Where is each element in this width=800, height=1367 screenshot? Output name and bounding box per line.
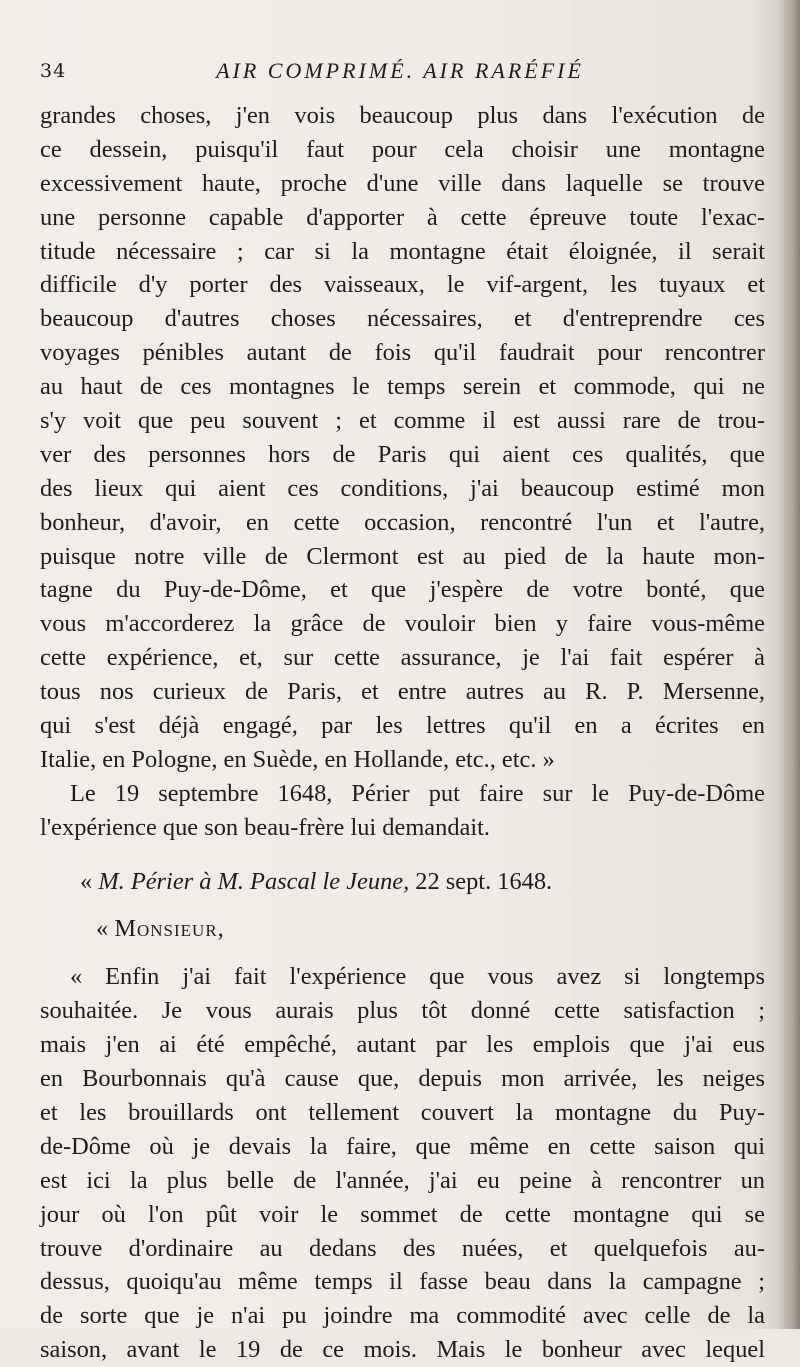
text-line: trouve d'ordinaire au dedans des nuées, et quelquefois au- — [40, 1234, 765, 1262]
text-line: de sorte que je n'ai pu joindre ma commodité avec celle de la — [40, 1302, 765, 1330]
letter-heading-title: M. Périer à M. Pascal le Jeune, — [98, 867, 410, 895]
text-line: jour où l'on pût voir le sommet de cette montagne qui se — [40, 1200, 765, 1228]
text-line: tagne du Puy-de-Dôme, et que j'espère de votre bonté, que — [40, 576, 765, 604]
text-line: et les brouillards ont tellement couvert la montagne du Puy- — [40, 1098, 765, 1126]
page-edge-shadow — [778, 0, 800, 1329]
letter-heading-date: 22 sept. 1648. — [415, 867, 553, 895]
paragraph-1 — [40, 99, 765, 777]
paragraph-3 — [40, 960, 765, 1367]
text-line: excessivement haute, proche d'une ville dans laquelle se trouve — [40, 169, 765, 197]
spacer — [40, 898, 765, 912]
text-line: souhaitée. Je vous aurais plus tôt donné cette satisfaction ; — [40, 997, 765, 1025]
text-line: bonheur, d'avoir, en cette occasion, rencontré l'un et l'autre, — [40, 508, 765, 536]
text-line: « Enfin j'ai fait l'expérience que vous avez si longtemps — [70, 963, 765, 991]
text-line: titude nécessaire ; car si la montagne était éloignée, il serait — [40, 237, 765, 265]
text-line: une personne capable d'apporter à cette épreuve toute l'exac- — [40, 203, 765, 231]
open-quote: « — [80, 867, 93, 895]
page-number: 34 — [40, 60, 67, 82]
text-line: au haut de ces montagnes le temps serein et commode, qui ne — [40, 373, 765, 401]
paragraph-2 — [40, 777, 765, 845]
text-line: en Bourbonnais qu'à cause que, depuis mon arrivée, les neiges — [40, 1065, 765, 1093]
text-line: difficile d'y porter des vaisseaux, le vif-argent, les tuyaux et — [40, 271, 765, 299]
text-line: l'expérience que son beau-frère lui demandait. — [40, 813, 490, 841]
text-line: ver des personnes hors de Paris qui aient ces qualités, que — [40, 440, 765, 468]
text-line: qui s'est déjà engagé, par les lettres qu'il en a écrites en — [40, 712, 765, 740]
text-line: saison, avant le 19 de ce mois. Mais le bonheur avec lequel — [40, 1336, 765, 1364]
text-line: beaucoup d'autres choses nécessaires, et d'entreprendre ces — [40, 305, 765, 333]
text-line: mais j'en ai été empêché, autant par les emplois que j'ai eus — [40, 1031, 765, 1059]
text-line: puisque notre ville de Clermont est au pied de la haute mon- — [40, 542, 765, 570]
text-line: des lieux qui aient ces conditions, j'ai beaucoup estimé mon — [40, 474, 765, 502]
text-line: est ici la plus belle de l'année, j'ai eu peine à rencontrer un — [40, 1166, 765, 1194]
text-line: tous nos curieux de Paris, et entre autres au R. P. Mersenne, — [40, 678, 765, 706]
running-head: AIR COMPRIMÉ. AIR RARÉFIÉ — [216, 58, 584, 83]
salutation — [40, 912, 765, 946]
body-text — [40, 99, 765, 1367]
text-line: ce dessein, puisqu'il faut pour cela choisir une montagne — [40, 135, 765, 163]
salutation-text: Monsieur, — [114, 915, 225, 943]
open-quote: « — [96, 915, 109, 943]
spacer — [40, 946, 765, 960]
text-line: Le 19 septembre 1648, Périer put faire sur le Puy-de-Dôme — [70, 779, 765, 807]
text-line: voyages pénibles autant de fois qu'il faudrait pour rencontrer — [40, 339, 765, 367]
text-line: vous m'accorderez la grâce de vouloir bien y faire vous-même — [40, 610, 765, 638]
text-line: de-Dôme où je devais la faire, que même en cette saison qui — [40, 1132, 765, 1160]
text-line: s'y voit que peu souvent ; et comme il est aussi rare de trou- — [40, 407, 765, 435]
text-line: cette expérience, et, sur cette assurance, je l'ai fait espérer à — [40, 644, 765, 672]
page-header — [40, 52, 760, 92]
text-line: dessus, quoiqu'au même temps il fasse beau dans la campagne ; — [40, 1268, 765, 1296]
letter-heading — [40, 865, 765, 899]
text-line: Italie, en Pologne, en Suède, en Hollande, etc., etc. » — [40, 745, 555, 773]
text-line: grandes choses, j'en vois beaucoup plus dans l'exécution de — [40, 102, 765, 129]
spacer — [40, 845, 765, 865]
